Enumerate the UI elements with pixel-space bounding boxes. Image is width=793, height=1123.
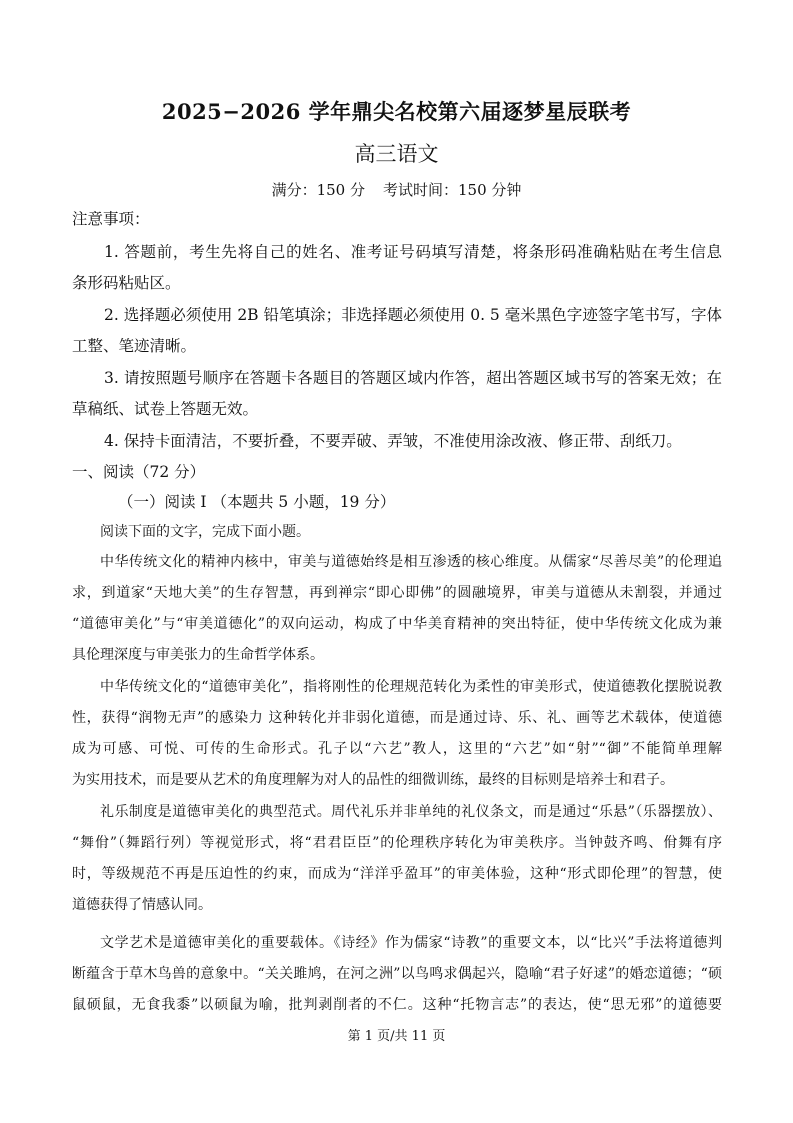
passage-line: 断蕴含于草木鸟兽的意象中。“关关雎鸠，在河之洲”以鸟鸣求偶起兴，隐喻“君子好逑”的婚恋道德；“硕 bbox=[72, 966, 722, 982]
passage-line: 为实用技术，而是要从艺术的角度理解为对人的品性的细微训练，最终的目标则是培养士和君子。 bbox=[72, 772, 674, 788]
section-title: 一、阅读（72 分） bbox=[72, 463, 206, 481]
page-number: 第 1 页/共 11 页 bbox=[347, 1029, 446, 1044]
passage-line: 鼠硕鼠，无食我黍”以硕鼠为喻，批判剥削者的不仁。这种“托物言志”的表达，使“思无邪”的道德要 bbox=[72, 997, 722, 1013]
passage-line: 成为可感、可悦、可传的生命形式。孔子以“六艺”教人，这里的“六艺”如“射”“御”不能简单理解 bbox=[72, 741, 722, 757]
passage-line: “道德审美化”与“审美道德化”的双向运动，构成了中华美育精神的突出特征，使中华传统文化成为兼 bbox=[72, 616, 722, 632]
notice-line: 3. 请按照题号顺序在答题卡各题目的答题区域内作答，超出答题区域书写的答案无效；在 bbox=[104, 369, 722, 387]
passage-line: 中华传统文化的精神内核中，审美与道德始终是相互渗透的核心维度。从儒家“尽善尽美”的伦理追 bbox=[100, 554, 722, 570]
notice-heading: 注意事项： bbox=[72, 210, 150, 228]
reading-instruction: 阅读下面的文字，完成下面小题。 bbox=[100, 524, 310, 540]
passage-line: “舞佾”（舞蹈行列）等视觉形式，将“君君臣臣”的伦理秩序转化为审美秩序。当钟鼓齐鸣、佾舞有序 bbox=[72, 835, 722, 851]
notice-line: 工整、笔迹清晰。 bbox=[72, 337, 197, 355]
passage-line: 性，获得“润物无声”的感染力 这种转化并非弱化道德，而是通过诗、乐、礼、画等艺术载体，使道德 bbox=[72, 710, 722, 726]
passage-line: 中华传统文化的“道德审美化”，指将刚性的伦理规范转化为柔性的审美形式，使道德教化摆脱说教 bbox=[100, 679, 722, 695]
full-score: 满分：150 分 bbox=[271, 181, 365, 199]
passage-line: 具伦理深度与审美张力的生命哲学体系。 bbox=[72, 647, 324, 663]
exam-time: 考试时间：150 分钟 bbox=[383, 181, 522, 199]
notice-line: 草稿纸、试卷上答题无效。 bbox=[72, 400, 259, 418]
exam-subject: 高三语文 bbox=[354, 142, 439, 166]
notice-line: 1. 答题前，考生先将自己的姓名、准考证号码填写清楚，将条形码准确粘贴在考生信息 bbox=[104, 243, 722, 261]
exam-title: 2025−2026 学年鼎尖名校第六届逐梦星辰联考 bbox=[161, 99, 632, 124]
notice-line: 条形码粘贴区。 bbox=[72, 274, 181, 292]
exam-meta bbox=[0, 179, 793, 200]
passage-line: 道德获得了情感认同。 bbox=[72, 897, 212, 913]
notice-line: 4. 保持卡面清洁，不要折叠，不要弄破、弄皱，不准使用涂改液、修正带、刮纸刀。 bbox=[104, 432, 682, 450]
passage-line: 时，等级规范不再是压迫性的约束，而成为“洋洋乎盈耳”的审美体验，这种“形式即伦理”的智慧，使 bbox=[72, 866, 722, 882]
passage-line: 文学艺术是道德审美化的重要载体。《诗经》作为儒家“诗教”的重要文本，以“比兴”手法将道德判 bbox=[100, 935, 722, 951]
passage-line: 礼乐制度是道德审美化的典型范式。周代礼乐并非单纯的礼仪条文，而是通过“乐悬”（乐器摆放）、 bbox=[100, 804, 722, 820]
subsection-title: （一）阅读 I （本题共 5 小题，19 分） bbox=[118, 493, 396, 511]
passage-line: 求，到道家“天地大美”的生存智慧，再到禅宗“即心即佛”的圆融境界，审美与道德从未割裂，并通过 bbox=[72, 585, 722, 601]
notice-line: 2. 选择题必须使用 2B 铅笔填涂；非选择题必须使用 0. 5 毫米黑色字迹签字笔书写，字体 bbox=[104, 306, 722, 324]
